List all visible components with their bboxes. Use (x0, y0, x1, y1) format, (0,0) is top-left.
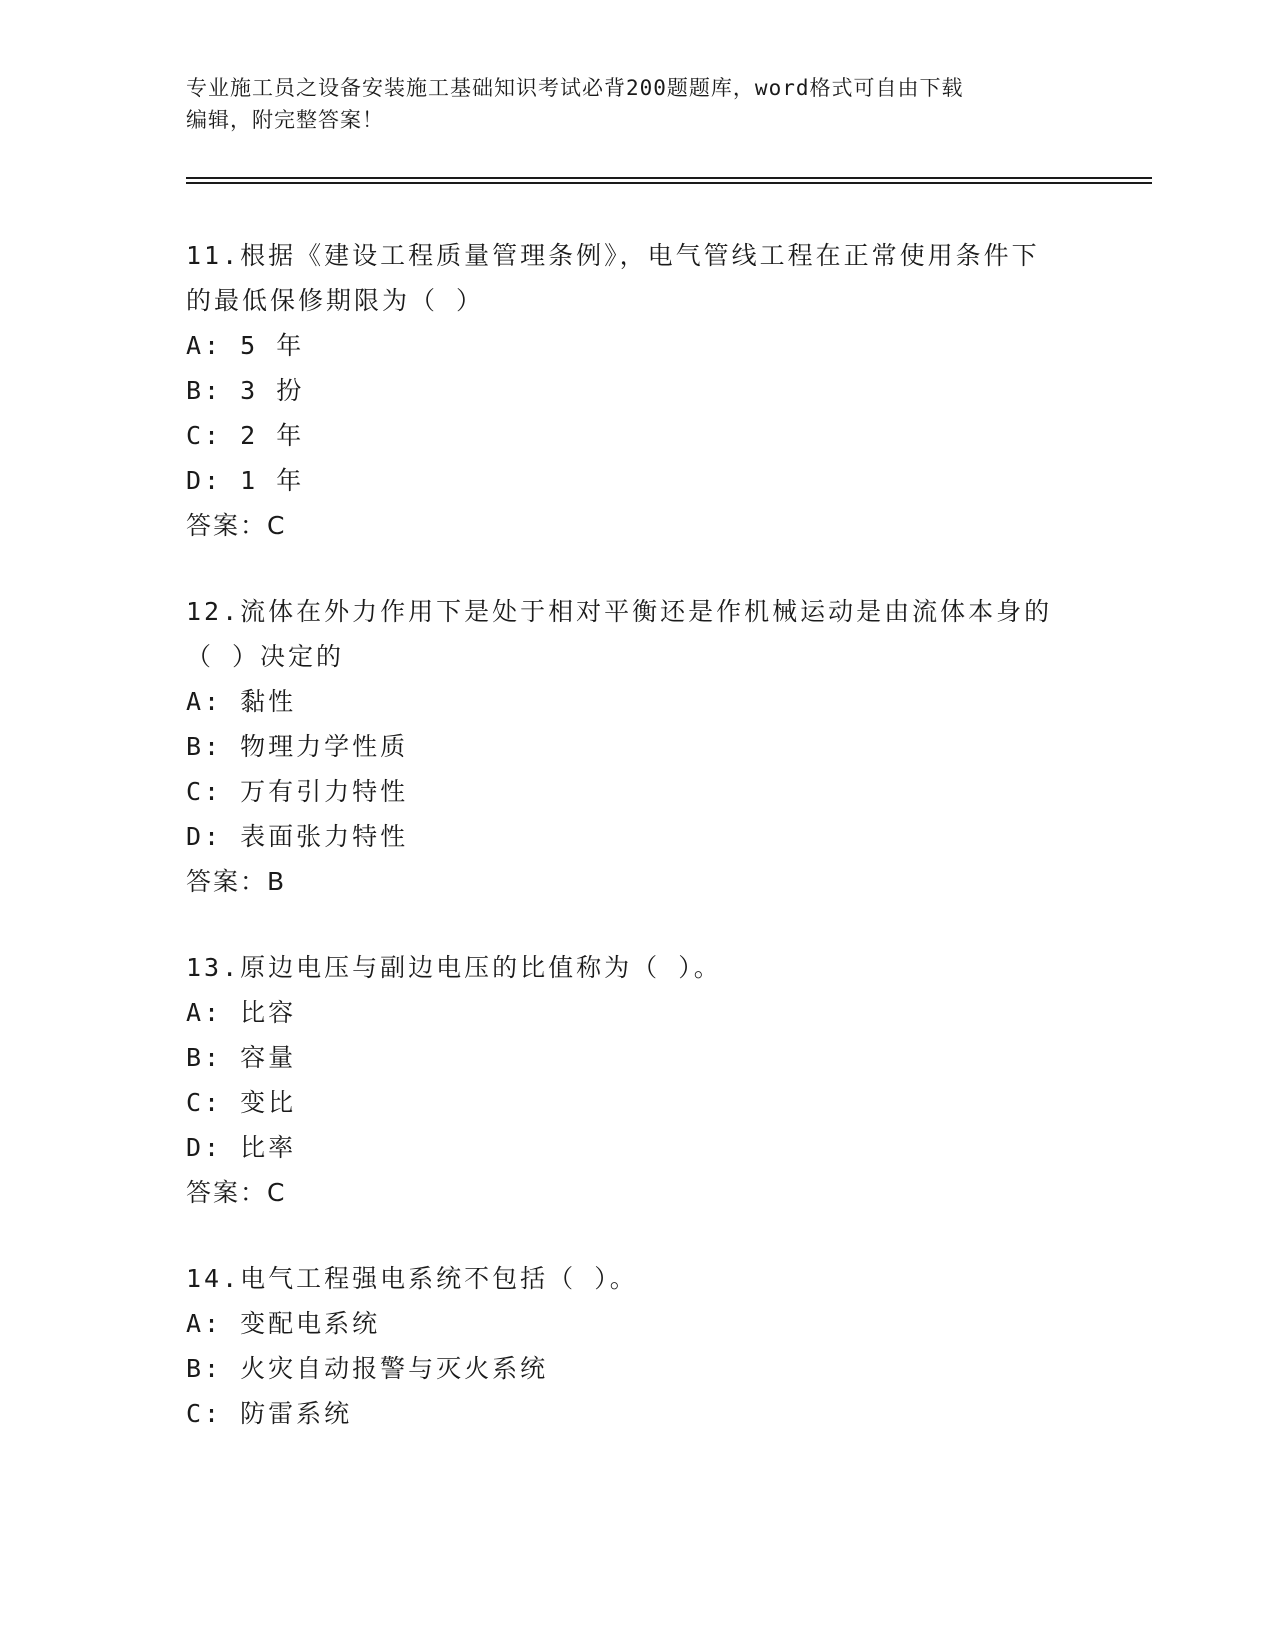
header-divider-top (186, 177, 1152, 179)
option-a: A: 5 年 (186, 331, 305, 360)
answer-line: 答案：C (186, 511, 287, 540)
answer-line: 答案：B (186, 867, 287, 896)
answer-line: 答案：C (186, 1178, 287, 1207)
question-14 (186, 1256, 1086, 1436)
option-b: B: 火灾自动报警与灭火系统 (186, 1354, 549, 1383)
question-13 (186, 945, 1086, 1216)
question-12 (186, 589, 1086, 905)
question-stem-line-1: 14.电气工程强电系统不包括（ ）。 (186, 1264, 638, 1293)
option-c: C: 防雷系统 (186, 1399, 353, 1428)
option-d: D: 表面张力特性 (186, 822, 409, 851)
question-stem-line-1: 12.流体在外力作用下是处于相对平衡还是作机械运动是由流体本身的 (186, 597, 1053, 626)
question-11 (186, 233, 1086, 549)
question-list (186, 233, 1086, 1476)
header-line-2: 编辑，附完整答案！ (186, 108, 384, 132)
option-d: D: 比率 (186, 1133, 297, 1162)
option-b: B: 3 扮 (186, 376, 305, 405)
option-c: C: 变比 (186, 1088, 297, 1117)
header-line-1: 专业施工员之设备安装施工基础知识考试必背200题题库，word格式可自由下载 (186, 76, 964, 100)
option-a: A: 比容 (186, 998, 297, 1027)
option-a: A: 变配电系统 (186, 1309, 381, 1338)
option-c: C: 2 年 (186, 421, 305, 450)
question-stem-line-1: 13.原边电压与副边电压的比值称为（ ）。 (186, 953, 722, 982)
question-stem-line-2: 的最低保修期限为（ ） (186, 286, 485, 315)
header-divider-bottom (186, 182, 1152, 184)
option-a: A: 黏性 (186, 687, 297, 716)
option-d: D: 1 年 (186, 466, 305, 495)
option-c: C: 万有引力特性 (186, 777, 409, 806)
question-stem-line-1: 11.根据《建设工程质量管理条例》，电气管线工程在正常使用条件下 (186, 241, 1040, 270)
option-b: B: 物理力学性质 (186, 732, 409, 761)
option-b: B: 容量 (186, 1043, 297, 1072)
question-stem-line-2: （ ）决定的 (186, 642, 345, 671)
document-header (186, 72, 1086, 136)
